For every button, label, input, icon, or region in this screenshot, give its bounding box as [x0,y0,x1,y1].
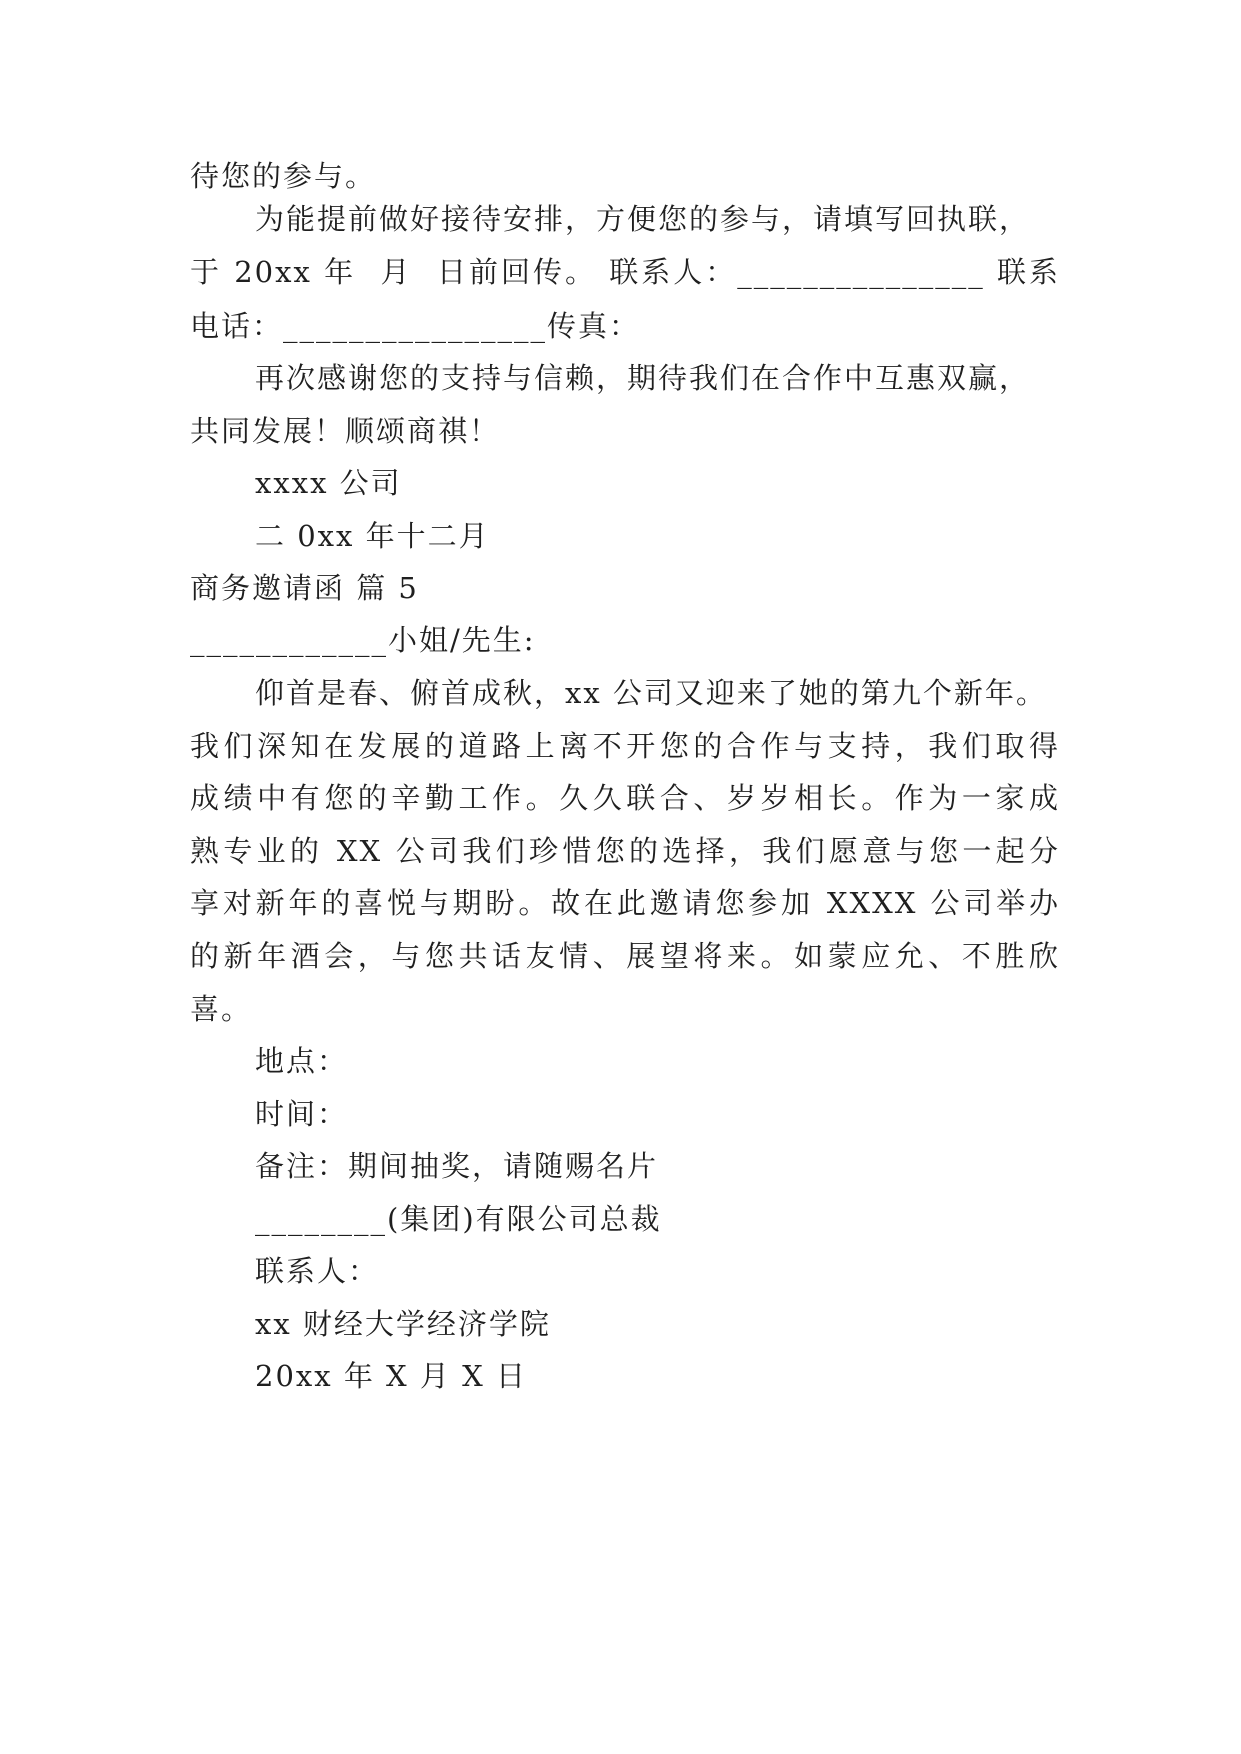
section-heading: 商务邀请函 篇 5 [190,571,419,605]
text-line: 地点： [255,1044,349,1078]
text-line: 备注：期间抽奖，请随赐名片 [255,1149,659,1183]
text-line: 享对新年的喜悦与期盼。故在此邀请您参加 XXXX 公司举办 [190,886,1060,920]
text-line: 于 20xx 年 月 日前回传。 联系人：_______________ 联系 [190,255,1060,289]
text-line: 20xx 年 X 月 X 日 [255,1359,527,1393]
text-line: 成绩中有您的辛勤工作。久久联合、岁岁相长。作为一家成 [190,781,1060,815]
text-line: ____________小姐/先生: [190,623,536,657]
text-line: 联系人： [255,1254,380,1288]
text-line: 我们深知在发展的道路上离不开您的合作与支持，我们取得 [190,729,1060,763]
text-line: 的新年酒会，与您共话友情、展望将来。如蒙应允、不胜欣 [190,939,1060,973]
text-line: xxxx 公司 [255,466,402,500]
text-line: ________(集团)有限公司总裁 [255,1202,662,1236]
text-line: 为能提前做好接待安排，方便您的参与，请填写回执联， [255,202,1031,236]
text-line: 电话：________________传真： [190,309,641,343]
text-line: 仰首是春、俯首成秋，xx 公司又迎来了她的第九个新年。 [255,676,1047,710]
text-line: 喜。 [190,992,253,1026]
text-line: 时间： [255,1097,349,1131]
text-line: 共同发展！顺颂商祺！ [190,414,501,448]
text-line: xx 财经大学经济学院 [255,1307,551,1341]
text-line: 再次感谢您的支持与信赖，期待我们在合作中互惠双赢， [255,361,1031,395]
text-line: 熟专业的 XX 公司我们珍惜您的选择，我们愿意与您一起分 [190,834,1060,868]
text-line: 二 0xx 年十二月 [255,519,490,553]
text-line: 待您的参与。 [190,159,377,193]
